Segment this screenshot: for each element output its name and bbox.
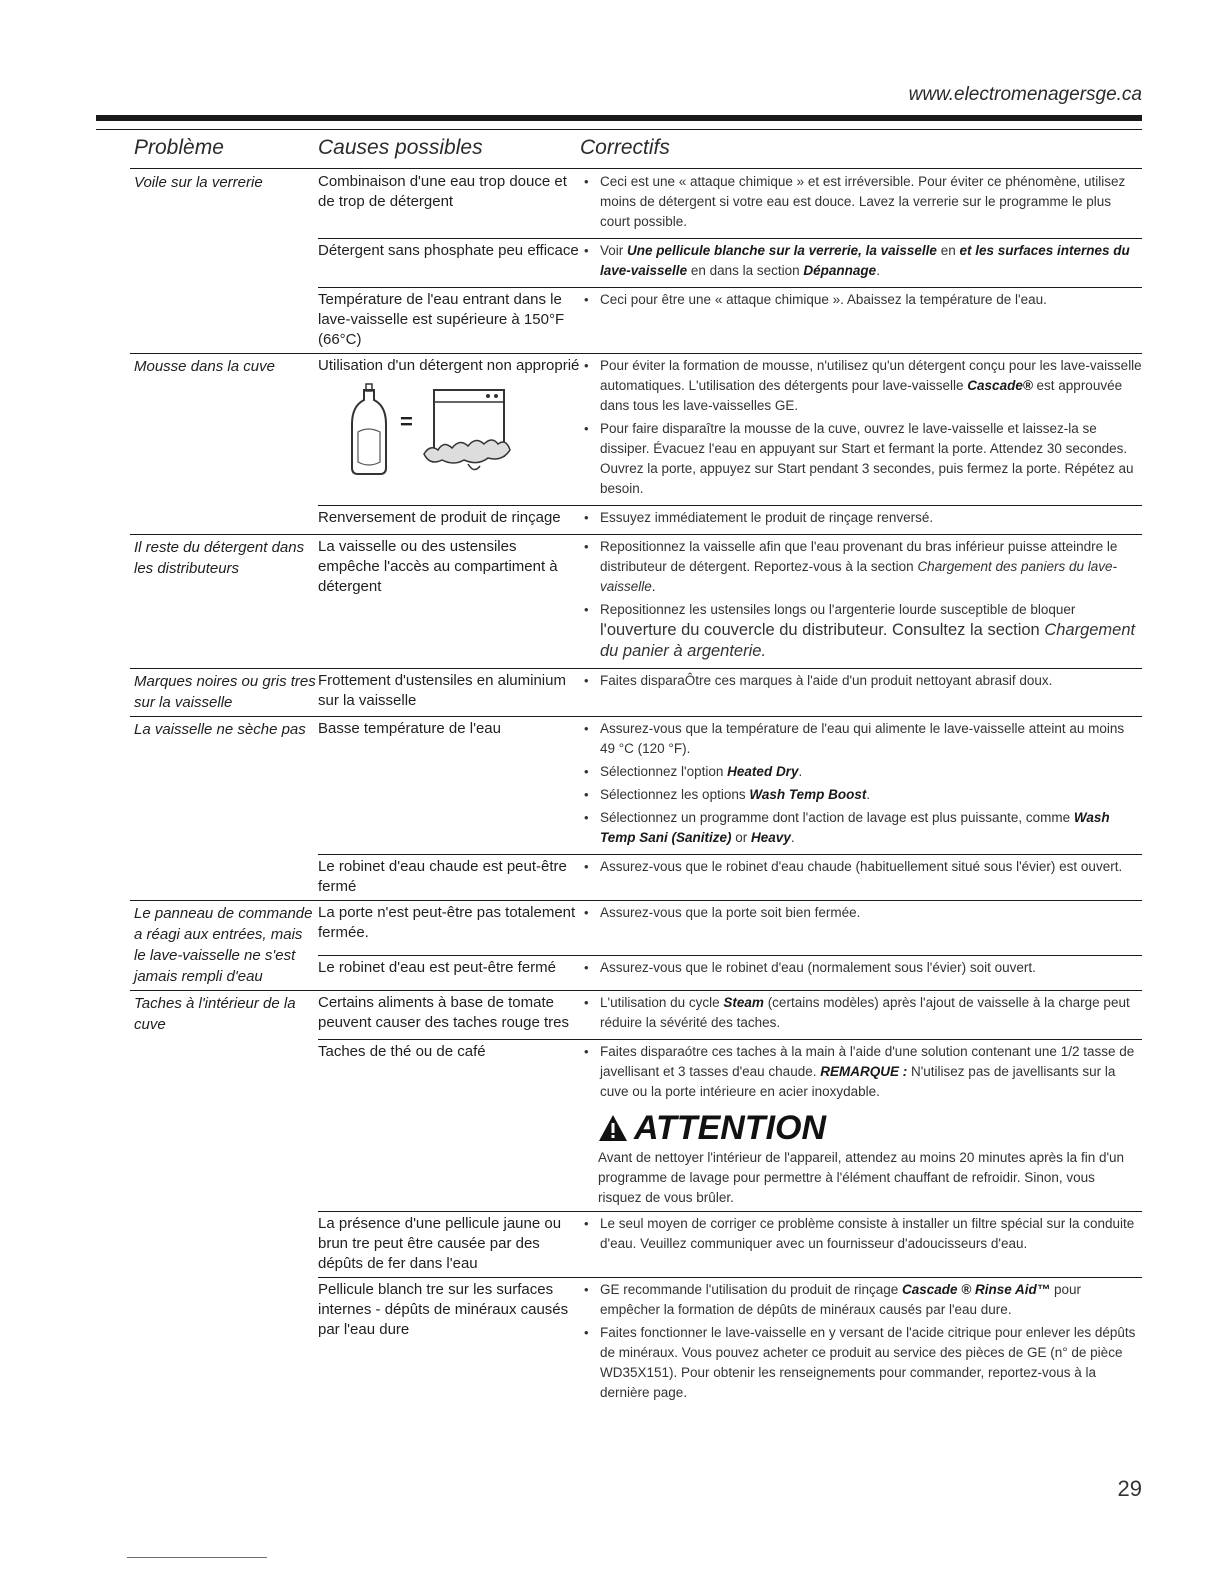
fix-cell — [580, 855, 1142, 901]
cause-cell: La vaisselle ou des ustensiles empêche l'accès au compartiment à détergent — [318, 535, 580, 669]
cause-cell: Renversement de produit de rinçage — [318, 506, 580, 535]
detergent-illustration — [338, 382, 580, 480]
dishwasher-foam-icon — [424, 390, 510, 470]
fix-cell — [580, 901, 1142, 956]
header-bar — [96, 115, 1142, 121]
table-row — [130, 1212, 1142, 1278]
table-row — [130, 506, 1142, 535]
list-item: • Faites disparaótre ces taches à la main à l'aide d'une solution contenant une 1/2 tasse de javellisant et 3 tasses d'eau chaude. REMARQUE : N'utilisez pas de javellisants sur la cuve ou la porte intérieure en acier inoxydable. — [580, 1042, 1142, 1102]
cause-cell: Certains aliments à base de tomate peuvent causer des taches rouge tres — [318, 991, 580, 1040]
fix-cell — [580, 239, 1142, 288]
problem-cell: Taches à l'intérieur de la cuve — [130, 991, 318, 1040]
fix-cell — [580, 1278, 1142, 1410]
table-row — [130, 239, 1142, 288]
cause-cell: Détergent sans phosphate peu efficace — [318, 239, 580, 288]
list-item: • Assurez-vous que la température de l'eau qui alimente le lave-vaisselle atteint au moins 49 °C (120 °F). — [580, 719, 1142, 759]
fix-cell — [580, 535, 1142, 669]
column-header-fixes: Correctifs — [580, 136, 670, 159]
table-row — [130, 717, 1142, 855]
footer-link-rule — [127, 1557, 267, 1558]
list-item: • Assurez-vous que le robinet d'eau (normalement sous l'évier) soit ouvert. — [580, 958, 1142, 978]
fix-cell — [580, 1212, 1142, 1278]
fix-cell — [580, 288, 1142, 354]
fix-cell — [580, 506, 1142, 535]
cause-cell: Frottement d'ustensiles en aluminium sur la vaisselle — [318, 669, 580, 717]
problem-cell: La vaisselle ne sèche pas — [130, 717, 318, 855]
fix-cell — [580, 669, 1142, 717]
attention-heading — [598, 1108, 1142, 1148]
cause-cell: Basse température de l'eau — [318, 717, 580, 855]
list-item: • Ceci est une « attaque chimique » et est irréversible. Pour éviter ce phénomène, utilisez moins de détergent si votre eau est douce. Lavez la verrerie sur le programme le plus court possible. — [580, 172, 1142, 232]
cause-cell: Combinaison d'une eau trop douce et de trop de détergent — [318, 173, 567, 210]
cause-cell: La présence d'une pellicule jaune ou brun tre peut être causée par des dépûts de fer dans l'eau — [318, 1212, 580, 1278]
column-header-rule — [130, 168, 1142, 169]
problem-cell: Le panneau de commande a réagi aux entrées, mais le lave-vaisselle ne s'est jamais rempli d'eau — [130, 901, 318, 991]
table-row — [130, 288, 1142, 354]
list-item: • Repositionnez la vaisselle afin que l'eau provenant du bras inférieur puisse atteindre le distributeur de détergent. Reportez-vous à la section Chargement des paniers du lave-vaisselle. — [580, 537, 1142, 597]
warning-triangle-icon — [598, 1114, 628, 1142]
fix-cell — [580, 354, 1142, 506]
table-row — [130, 1278, 1142, 1410]
problem-cell: Mousse dans la cuve — [130, 354, 318, 506]
list-item: • Faites disparaÔtre ces marques à l'aide d'un produit nettoyant abrasif doux. — [580, 671, 1142, 691]
list-item: • Ceci pour être une « attaque chimique ». Abaissez la température de l'eau. — [580, 290, 1142, 310]
list-item: • Faites fonctionner le lave-vaisselle en y versant de l'acide citrique pour enlever les dépûts de minéraux. Vous pouvez acheter ce produit au service des pièces de GE (n° de pièce WD35X151). Pour obtenir les renseignements pour commander, reportez-vous à la dernière page. — [580, 1323, 1142, 1403]
column-header-problem: Problème — [134, 136, 224, 159]
list-item: • Repositionnez les ustensiles longs ou l'argenterie lourde susceptible de bloquer l'ouverture du couvercle du distributeur. Consultez la section Chargement du panier à argenterie. — [580, 600, 1142, 662]
table-row — [130, 170, 1142, 239]
fix-cell — [580, 170, 1142, 239]
problem-cell: Marques noires ou gris tres sur la vaisselle — [130, 669, 318, 717]
fix-cell — [580, 1040, 1142, 1212]
table-row — [130, 991, 1142, 1040]
list-item: • Assurez-vous que le robinet d'eau chaude (habituellement situé sous l'évier) est ouvert. — [580, 857, 1142, 877]
dish-soap-bottle-icon — [338, 382, 528, 480]
equals-sign: = — [400, 409, 413, 434]
header-rule — [96, 129, 1142, 130]
list-item: • Pour éviter la formation de mousse, n'utilisez qu'un détergent conçu pour les lave-vaisselle automatiques. L'utilisation des détergents pour lave-vaisselle Cascade® est approuvée dans tous les lave-vaisselles GE. — [580, 356, 1142, 416]
page-number: 29 — [1117, 1476, 1142, 1501]
website-url: www.electromenagersge.ca — [908, 84, 1142, 105]
troubleshooting-table — [130, 170, 1142, 1409]
table-row — [130, 855, 1142, 901]
fix-cell — [580, 956, 1142, 991]
attention-text: Avant de nettoyer l'intérieur de l'appareil, attendez au moins 20 minutes après la fin d'un programme de lavage pour permettre à l'élément chauffant de refroidir. Sinon, vous risquez de vous brûler. — [598, 1150, 1125, 1205]
list-item: • GE recommande l'utilisation du produit de rinçage Cascade ® Rinse Aid™ pour empêcher la formation de dépûts de minéraux causés par l'eau dure. — [580, 1280, 1142, 1320]
attention-title: ATTENTION — [634, 1109, 827, 1147]
fix-cell — [580, 991, 1142, 1040]
table-row — [130, 535, 1142, 669]
list-item: • Sélectionnez un programme dont l'action de lavage est plus puissante, comme Wash Temp Sani (Sanitize) or Heavy. — [580, 808, 1142, 848]
table-row — [130, 354, 1142, 506]
list-item: • Essuyez immédiatement le produit de rinçage renversé. — [580, 508, 1142, 528]
list-item: • Sélectionnez l'option Heated Dry. — [580, 762, 1142, 782]
list-item: • Pour faire disparaître la mousse de la cuve, ouvrez le lave-vaisselle et laissez-la se dissiper. Évacuez l'eau en appuyant sur Start et fermant la porte. Attendez 30 secondes. Ouvrez la porte, appuyez sur Start pendant 3 secondes, puis fermez la porte. Répétez au besoin. — [580, 419, 1142, 499]
table-row — [130, 669, 1142, 717]
column-header-causes: Causes possibles — [318, 136, 483, 159]
list-item: • L'utilisation du cycle Steam (certains modèles) après l'ajout de vaisselle à la charge peut réduire la sévérité des taches. — [580, 993, 1142, 1033]
cause-cell: Pellicule blanch tre sur les surfaces internes - dépûts de minéraux causés par l'eau dure — [318, 1278, 580, 1410]
problem-cell: Il reste du détergent dans les distributeurs — [130, 535, 318, 669]
list-item: • Sélectionnez les options Wash Temp Boost. — [580, 785, 1142, 805]
cause-cell: Utilisation d'un détergent non approprié = — [318, 354, 580, 506]
cause-cell: La porte n'est peut-être pas totalement fermée. — [318, 901, 580, 956]
fix-cell — [580, 717, 1142, 855]
cause-cell: Température de l'eau entrant dans le lave-vaisselle est supérieure à 150°F (66°C) — [318, 288, 580, 354]
cause-cell: Le robinet d'eau est peut-être fermé — [318, 956, 580, 991]
table-row — [130, 901, 1142, 956]
list-item: • Voir Une pellicule blanche sur la verrerie, la vaisselle en et les surfaces internes du lave-vaisselle en dans la section Dépannage. — [580, 241, 1142, 281]
cause-cell: Le robinet d'eau chaude est peut-être fermé — [318, 855, 580, 901]
problem-cell: Voile sur la verrerie — [134, 174, 263, 191]
list-item: • Le seul moyen de corriger ce problème consiste à installer un filtre spécial sur la conduite d'eau. Veuillez communiquer avec un fournisseur d'adoucisseurs d'eau. — [580, 1214, 1142, 1254]
cause-cell: Taches de thé ou de café — [318, 1040, 580, 1212]
table-row — [130, 1040, 1142, 1212]
list-item: • Assurez-vous que la porte soit bien fermée. — [580, 903, 1142, 923]
